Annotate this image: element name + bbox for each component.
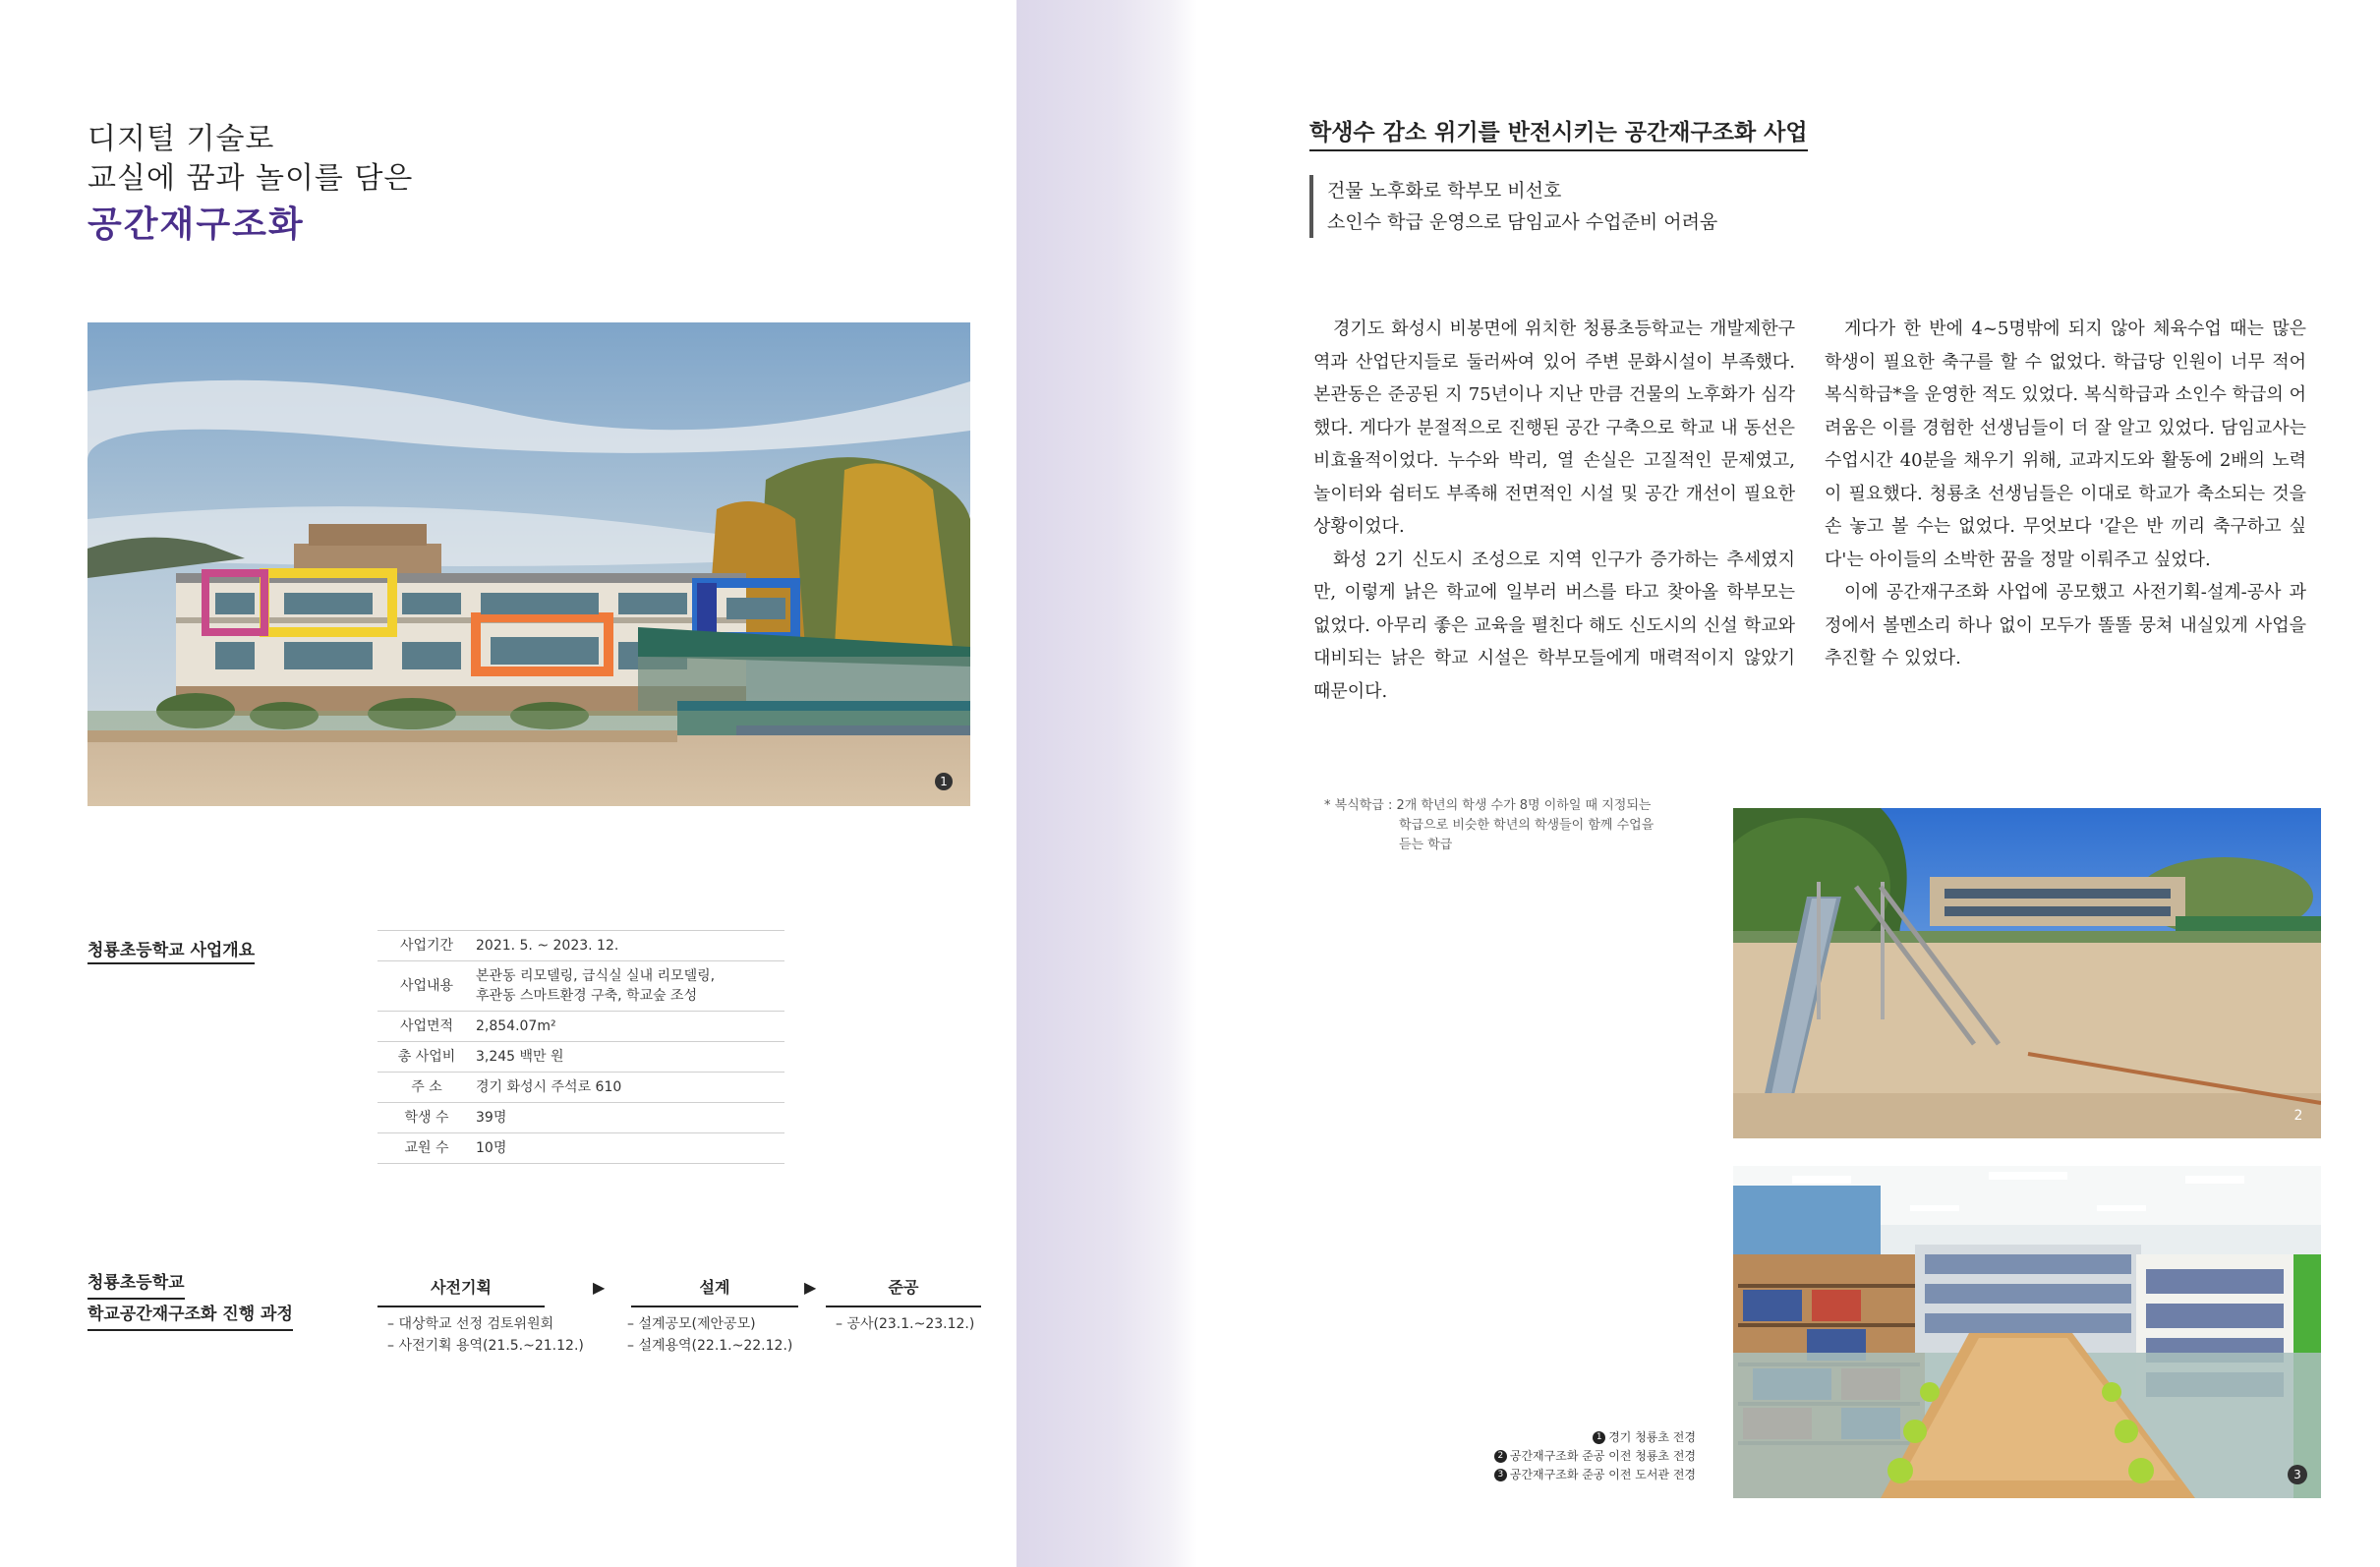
process-label (87, 1268, 293, 1331)
row-value: 2021. 5. ~ 2023. 12. (476, 931, 784, 961)
row-value-line-1: 본관동 리모델링, 급식실 실내 리모델링, (476, 968, 716, 984)
table-row (377, 961, 784, 1012)
paragraph: 게다가 한 반에 4~5명밖에 되지 않아 체육수업 때는 많은 학생이 필요한 축구를 할 수 없었다. 학급당 인원이 너무 적어 복식학급*을 운영한 적도 있었다. 복식학급과 소인수 학급의 어려움은 이를 경험한 선생님들이 더 잘 알고 있었다. 담임교사는 수업시간 40분을 채우기 위해, 교과지도와 활동에 2배의 노력이 필요했다. 청룡초 선생님들은 이대로 학교가 축소되는 것을 손 놓고 볼 수는 없었다. 무엇보다 '같은 반 끼리 축구하고 싶다'는 아이들의 소박한 꿈을 정말 이뤄주고 싶었다. (1825, 319, 2306, 570)
footnote-line-2: 학급으로 비슷한 학년의 학생들이 함께 수업을 (1399, 818, 1654, 833)
table-row (377, 1012, 784, 1042)
row-value (476, 961, 784, 1012)
row-value: 39명 (476, 1103, 784, 1133)
body-column-1 (1313, 313, 1795, 708)
footnote-line-1: * 복식학급 : 2개 학년의 학생 수가 8명 이하일 때 지정되는 (1324, 798, 1652, 813)
process-label-line-2: 학교공간재구조화 진행 과정 (87, 1300, 293, 1331)
overview-table (377, 930, 784, 1164)
subheading-line-1: 건물 노후화로 학부모 비선호 (1327, 180, 1562, 202)
row-value: 3,245 백만 원 (476, 1042, 784, 1073)
row-key: 교원 수 (377, 1133, 476, 1164)
list-item: – 공사(23.1.~23.12.) (836, 1313, 974, 1335)
process-label-line-1: 청룡초등학교 (87, 1268, 185, 1300)
table-row (377, 1103, 784, 1133)
paragraph: 화성 2기 신도시 조성으로 지역 인구가 증가하는 추세였지만, 이렇게 낡은 학교에 일부러 버스를 타고 찾아올 학부모는 없었다. 아무리 좋은 교육을 펼친다 해도 신도시의 신설 학교와 대비되는 낡은 학교 시설은 학부모들에게 매력적이지 않았기 때문이다. (1313, 549, 1795, 702)
row-key: 사업기간 (377, 931, 476, 961)
photo-captions (1494, 1428, 1696, 1484)
caption-2: 2 공간재구조화 준공 이전 청룡초 전경 (1494, 1447, 1696, 1466)
row-key: 사업내용 (377, 961, 476, 1012)
page-gutter (1016, 0, 1197, 1567)
row-key: 주 소 (377, 1073, 476, 1103)
list-item: – 대상학교 선정 검토위원회 (387, 1313, 584, 1335)
paragraph: 경기도 화성시 비봉면에 위치한 청룡초등학교는 개발제한구역과 산업단지들로 둘러싸여 있어 주변 문화시설이 부족했다. 본관동은 준공된 지 75년이나 지난 만큼 건물의 노후화가 심각했다. 게다가 분절적으로 진행된 공간 구축으로 학교 내 동선은 비효율적이었다. 누수와 박리, 열 손실은 고질적인 문제였고, 놀이터와 쉼터도 부족해 전면적인 시설 및 공간 개선이 필요한 상황이었다. (1313, 319, 1795, 537)
playground-photo (1733, 808, 2321, 1138)
stage-design: 설계 (631, 1275, 798, 1307)
row-value: 경기 화성시 주석로 610 (476, 1073, 784, 1103)
stage-planning-items (387, 1313, 584, 1357)
row-value-line-2: 후관동 스마트환경 구축, 학교숲 조성 (476, 988, 698, 1004)
stage-completion: 준공 (826, 1275, 981, 1307)
arrow-icon: ▶ (593, 1278, 606, 1297)
article-subheading (1309, 175, 1717, 238)
footnote (1324, 796, 1668, 855)
footnote-line-3: 듣는 학급 (1399, 838, 1453, 852)
subheading-line-2: 소인수 학급 운영으로 담임교사 수업준비 어려움 (1327, 211, 1718, 233)
title-highlight: 공간재구조화 (87, 203, 305, 245)
table-row (377, 1133, 784, 1164)
school-exterior-photo (87, 322, 970, 806)
list-item: – 설계공모(제안공모) (627, 1313, 792, 1335)
photo-number-badge: 3 (2288, 1465, 2307, 1484)
paragraph: 이에 공간재구조화 사업에 공모했고 사전기획-설계-공사 과정에서 볼멘소리 하나 없이 모두가 똘똘 뭉쳐 내실있게 사업을 추진할 수 있었다. (1825, 582, 2306, 668)
list-item: – 사전기획 용역(21.5.~21.12.) (387, 1335, 584, 1357)
table-row (377, 931, 784, 961)
row-key: 학생 수 (377, 1103, 476, 1133)
table-row (377, 1042, 784, 1073)
table-row (377, 1073, 784, 1103)
stage-completion-items (836, 1313, 974, 1335)
row-value: 2,854.07m² (476, 1012, 784, 1042)
stage-planning: 사전기획 (377, 1275, 545, 1307)
left-page (0, 0, 1016, 1567)
caption-1: 1 경기 청룡초 전경 (1494, 1428, 1696, 1447)
caption-3: 3 공간재구조화 준공 이전 도서관 전경 (1494, 1466, 1696, 1484)
stage-design-items (627, 1313, 792, 1357)
title-line-1: 디지털 기술로 (87, 122, 275, 156)
article-heading: 학생수 감소 위기를 반전시키는 공간재구조화 사업 (1309, 114, 1808, 151)
list-item: – 설계용역(22.1.~22.12.) (627, 1335, 792, 1357)
row-key: 사업면적 (377, 1012, 476, 1042)
row-key: 총 사업비 (377, 1042, 476, 1073)
row-value: 10명 (476, 1133, 784, 1164)
library-photo (1733, 1166, 2321, 1498)
photo-number-badge: 1 (935, 773, 953, 790)
overview-label: 청룡초등학교 사업개요 (87, 936, 255, 964)
photo-number-badge: 2 (2293, 1108, 2303, 1124)
body-column-2 (1825, 313, 2306, 675)
title-line-2: 교실에 꿈과 놀이를 담은 (87, 161, 414, 196)
arrow-icon: ▶ (804, 1278, 817, 1297)
